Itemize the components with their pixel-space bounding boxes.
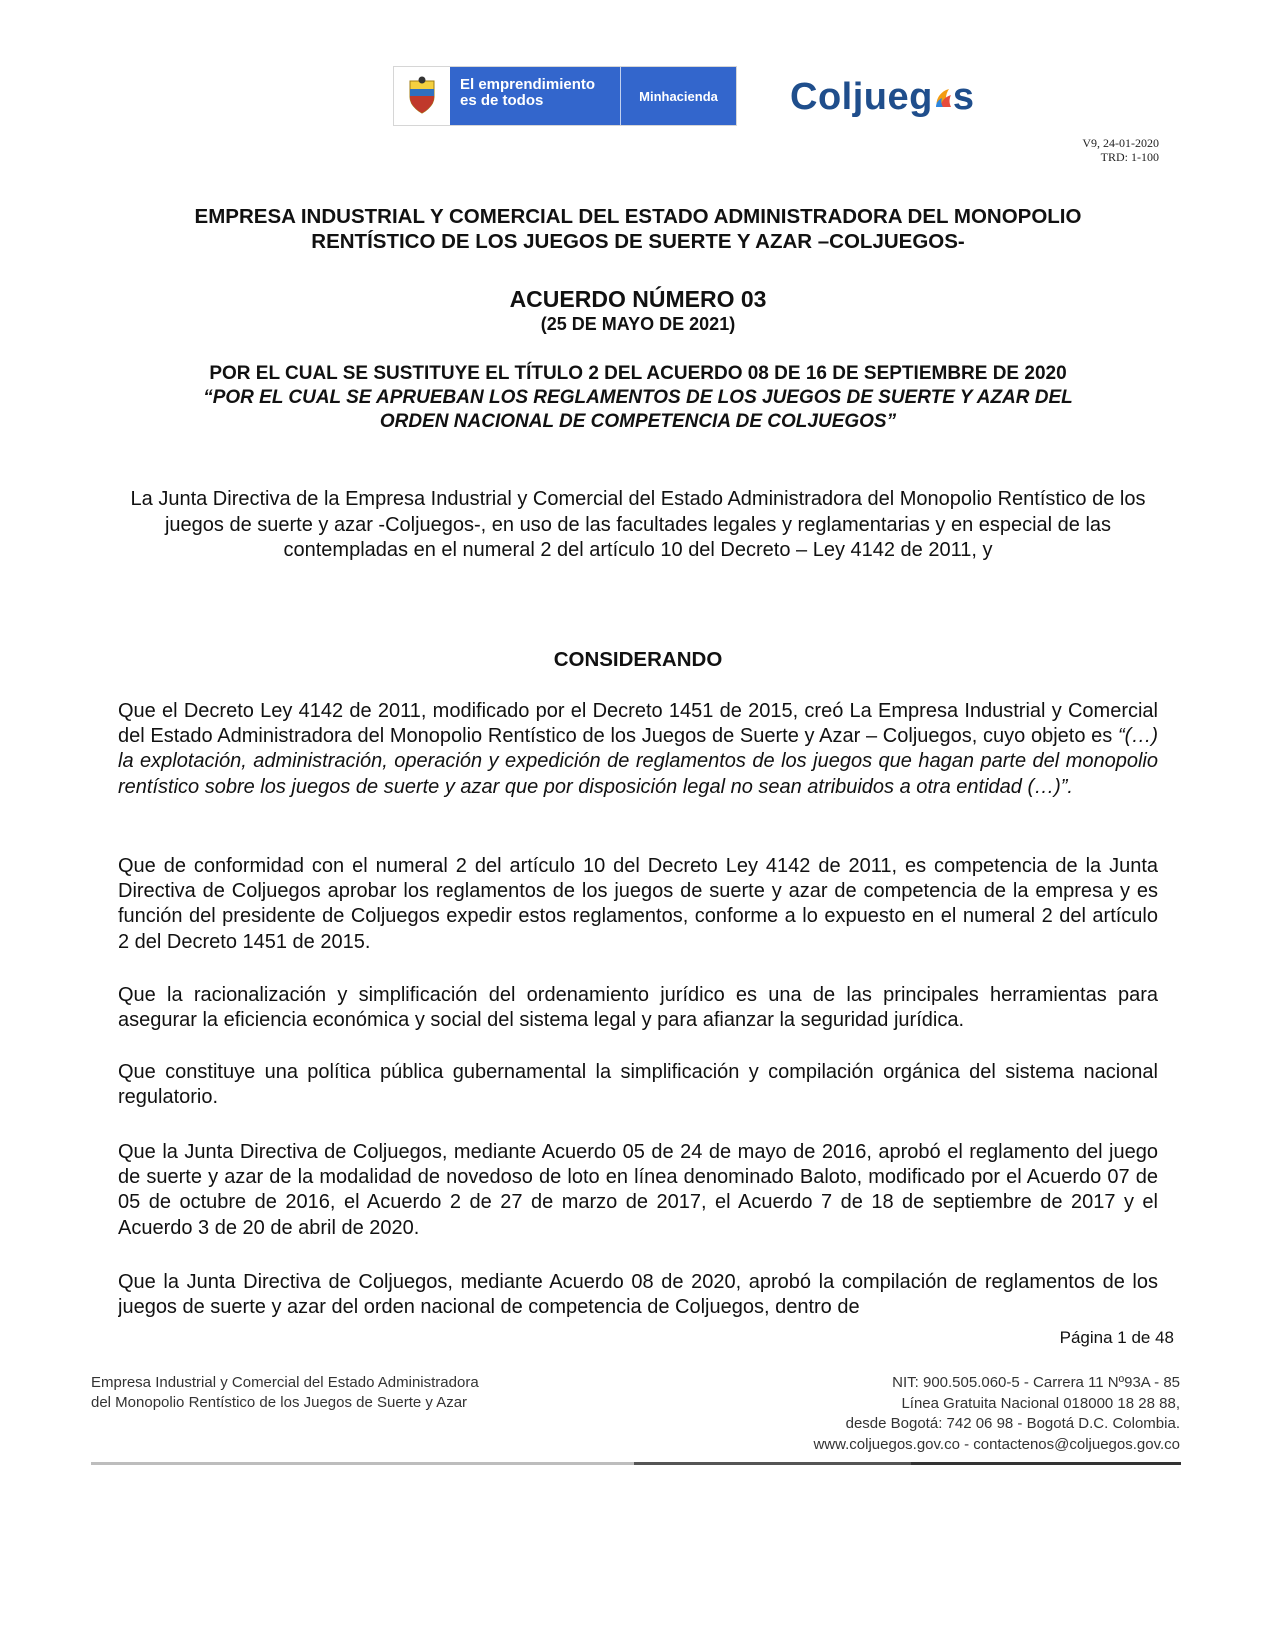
paragraph-1 xyxy=(118,699,1158,800)
footer-company-line1: Empresa Industrial y Comercial del Estado Administradora xyxy=(91,1374,479,1391)
coljuegos-logo-suffix: s xyxy=(952,76,975,118)
footer-divider-light xyxy=(91,1462,634,1465)
footer-nit-address: NIT: 900.505.060-5 - Carrera 11 Nº93A - 85 xyxy=(892,1374,1180,1391)
footer-web-email: www.coljuegos.gov.co - contactenos@coljuegos.gov.co xyxy=(813,1435,1180,1453)
footer-divider-mid xyxy=(634,1462,911,1465)
coljuegos-logo-prefix: Coljueg xyxy=(790,76,933,118)
footer-divider-dark xyxy=(911,1462,1181,1465)
coljuegos-swirl-icon xyxy=(933,85,953,111)
agreement-number: ACUERDO NÚMERO 03 xyxy=(509,286,767,312)
footer-bogota-phone: desde Bogotá: 742 06 98 - Bogotá D.C. Colombia. xyxy=(845,1415,1180,1432)
page-number: Página 1 de 48 xyxy=(1059,1328,1174,1347)
agreement-title-quote xyxy=(110,386,1166,434)
gov-slogan-line2: es de todos xyxy=(460,92,544,109)
paragraph-6: Que la Junta Directiva de Coljuegos, mediante Acuerdo 08 de 2020, aprobó la compilación de reglamentos de los juegos de suerte y azar del orden nacional de competencia de Coljuegos, dentro de xyxy=(118,1271,1158,1319)
paragraph-5: Que la Junta Directiva de Coljuegos, mediante Acuerdo 05 de 24 de mayo de 2016, aprobó el reglamento del juego de suerte y azar de la modalidad de novedoso de loto en línea denominado Baloto, modificado por el Acuerdo 07 de 05 de octubre de 2016, el Acuerdo 2 de 27 de marzo de 2017, el Acuerdo 7 de 18 de septiembre de 2017 y el Acuerdo 3 de 20 de abril de 2020. xyxy=(118,1141,1158,1239)
footer-company-line2: del Monopolio Rentístico de los Juegos de Suerte y Azar xyxy=(91,1394,468,1411)
version-label: V9, 24-01-2020 xyxy=(1082,136,1159,150)
intro-paragraph: La Junta Directiva de la Empresa Industrial y Comercial del Estado Administradora del Monopolio Rentístico de los juegos de suerte y azar -Coljuegos-, en uso de las facultades legales y reglamentarias y en especial de las contempladas en el numeral 2 del artículo 10 del Decreto – Ley 4142 de 2011, y xyxy=(130,488,1146,561)
trd-label: TRD: 1-100 xyxy=(1100,150,1159,164)
paragraph-4: Que constituye una política pública gubernamental la simplificación y compilación orgánica del sistema nacional regulatorio. xyxy=(118,1061,1158,1109)
paragraph-2: Que de conformidad con el numeral 2 del artículo 10 del Decreto Ley 4142 de 2011, es competencia de la Junta Directiva de Coljuegos aprobar los reglamentos de los juegos de suerte y azar de competencia de la empresa y es función del presidente de Coljuegos expedir estos reglamentos, conforme a lo expuesto en el numeral 2 del artículo 2 del Decreto 1451 de 2015. xyxy=(118,855,1158,953)
government-logo xyxy=(393,66,737,126)
coljuegos-logo xyxy=(790,76,974,119)
agreement-title-line2: “POR EL CUAL SE APRUEBAN LOS REGLAMENTOS DE LOS JUEGOS DE SUERTE Y AZAR DEL xyxy=(203,387,1073,408)
paragraph-1-quote: “(…) la explotación, administración, operación y expedición de reglamentos de los juegos que hagan parte del monopolio rentístico sobre los juegos de suerte y azar que por disposición legal no sean atribuidos a otra entidad (…)”. xyxy=(118,725,1158,798)
agreement-title-line1: POR EL CUAL SE SUSTITUYE EL TÍTULO 2 DEL ACUERDO 08 DE 16 DE SEPTIEMBRE DE 2020 xyxy=(209,363,1067,384)
footer-company xyxy=(91,1373,479,1413)
agreement-title-line3: ORDEN NACIONAL DE COMPETENCIA DE COLJUEGOS” xyxy=(379,411,897,432)
company-heading xyxy=(110,204,1166,254)
footer-phone-line: Línea Gratuita Nacional 018000 18 28 88, xyxy=(901,1394,1180,1412)
paragraph-1-text: Que el Decreto Ley 4142 de 2011, modificado por el Decreto 1451 de 2015, creó La Empresa Industrial y Comercial del Estado Administradora del Monopolio Rentístico de los Juegos de Suerte y Azar – Coljuegos, cuyo objeto es xyxy=(118,700,1158,748)
paragraph-3: Que la racionalización y simplificación del ordenamiento jurídico es una de las principales herramientas para asegurar la eficiencia económica y social del sistema legal y para afianzar la seguridad jurídica. xyxy=(118,984,1158,1032)
company-heading-line2: RENTÍSTICO DE LOS JUEGOS DE SUERTE Y AZAR –COLJUEGOS- xyxy=(311,230,965,253)
company-heading-line1: EMPRESA INDUSTRIAL Y COMERCIAL DEL ESTADO ADMINISTRADORA DEL MONOPOLIO xyxy=(194,205,1082,228)
coat-of-arms-icon xyxy=(394,67,450,125)
footer-contact xyxy=(813,1373,1180,1455)
considerando-heading: CONSIDERANDO xyxy=(553,648,723,671)
agreement-date: (25 DE MAYO DE 2021) xyxy=(540,314,736,334)
ministry-name: Minhacienda xyxy=(639,88,718,104)
gov-slogan-line1: El emprendimiento xyxy=(460,76,596,93)
version-info xyxy=(1082,136,1159,164)
